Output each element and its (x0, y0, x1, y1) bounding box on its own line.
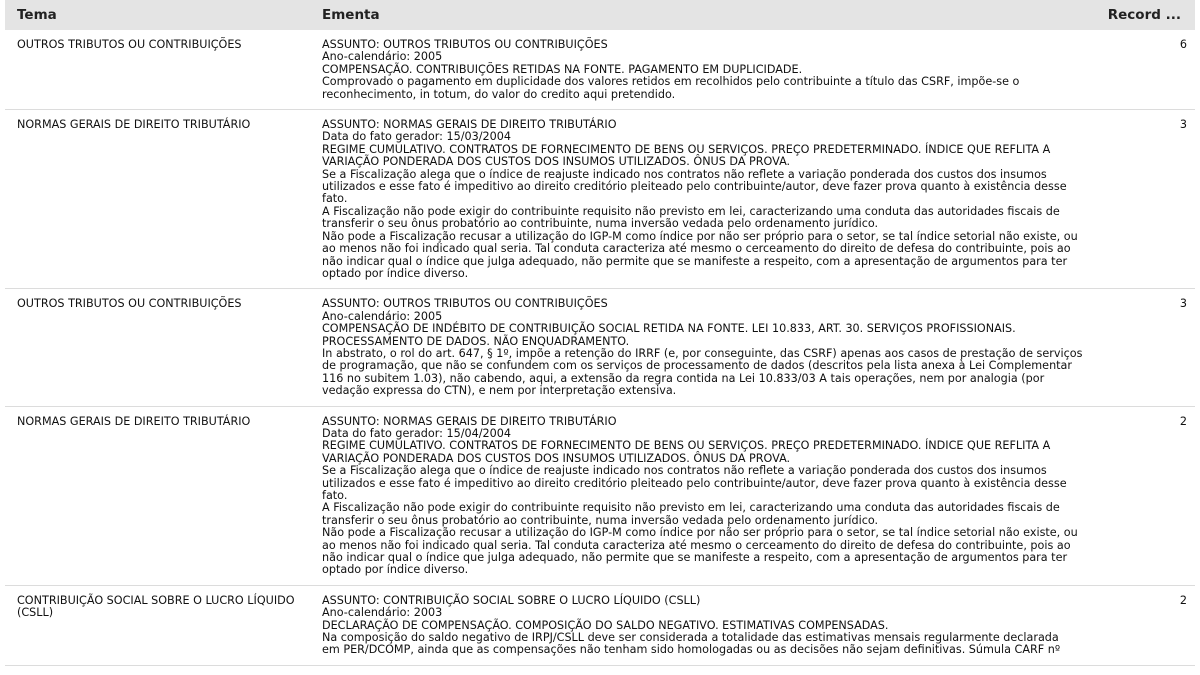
results-table (5, 0, 1195, 666)
cell-tema: NORMAS GERAIS DE DIREITO TRIBUTÁRIO (17, 118, 251, 132)
cell-tema: CONTRIBUIÇÃO SOCIAL SOBRE O LUCRO LÍQUIDO (CSLL) (17, 593, 295, 620)
ementa-line: VARIAÇÃO PONDERADA DOS CUSTOS DOS INSUMOS UTILIZADOS. ÔNUS DA PROVA. (322, 451, 791, 465)
table-row[interactable] (5, 110, 1195, 289)
column-header-record-count[interactable]: Record ... (1107, 7, 1181, 23)
cell-ementa (322, 595, 1094, 657)
ementa-line: COMPENSAÇÃO DE INDÉBITO DE CONTRIBUIÇÃO SOCIAL RETIDA NA FONTE. LEI 10.833, ART. 30. SERVIÇOS PROFISSIONAIS. (322, 322, 1016, 336)
table-body (5, 30, 1195, 666)
cell-ementa (322, 298, 1094, 397)
table-row[interactable] (5, 407, 1195, 586)
cell-tema: OUTROS TRIBUTOS OU CONTRIBUIÇÕES (17, 297, 242, 311)
cell-record-count: 3 (1179, 297, 1187, 311)
cell-ementa (322, 39, 1094, 101)
ementa-line: reconhecimento, in totum, do valor do credito aqui pretendido. (322, 87, 676, 101)
cell-record-count: 2 (1179, 414, 1187, 428)
cell-tema: OUTROS TRIBUTOS OU CONTRIBUIÇÕES (17, 38, 242, 51)
ementa-line: VARIAÇÃO PONDERADA DOS CUSTOS DOS INSUMOS UTILIZADOS. ÔNUS DA PROVA. (322, 155, 791, 169)
ementa-line: ASSUNTO: NORMAS GERAIS DE DIREITO TRIBUTÁRIO (322, 414, 617, 428)
ementa-line: ASSUNTO: NORMAS GERAIS DE DIREITO TRIBUTÁRIO (322, 118, 617, 132)
ementa-line: fato. (322, 192, 348, 206)
ementa-line: COMPENSAÇÃO. CONTRIBUIÇÕES RETIDAS NA FONTE. PAGAMENTO EM DUPLICIDADE. (322, 62, 803, 76)
ementa-line: DECLARAÇÃO DE COMPENSAÇÃO. COMPOSIÇÃO DO SALDO NEGATIVO. ESTIMATIVAS COMPENSADAS. (322, 618, 889, 632)
ementa-line: Se a Fiscalização alega que o índice de reajuste indicado nos contratos não reflete a variação ponderada dos custos dos insumos (322, 464, 1047, 478)
cell-ementa (322, 416, 1094, 577)
ementa-line: Comprovado o pagamento em duplicidade dos valores retidos em recolhidos pelo contribuinte a título das CSRF, impõe-se o (322, 75, 1020, 89)
ementa-line: utilizados e esse fato é impeditivo ao direito creditório pleiteado pelo contribuinte/autor, deve fazer prova quanto à existência desse (322, 180, 1067, 194)
cell-tema: NORMAS GERAIS DE DIREITO TRIBUTÁRIO (17, 414, 251, 428)
table-row[interactable] (5, 30, 1195, 110)
ementa-line: utilizados e esse fato é impeditivo ao direito creditório pleiteado pelo contribuinte/autor, deve fazer prova quanto à existência desse (322, 476, 1067, 490)
ementa-line: Data do fato gerador: 15/04/2004 (322, 426, 511, 440)
ementa-line: optado por índice diverso. (322, 266, 469, 280)
ementa-line: ASSUNTO: OUTROS TRIBUTOS OU CONTRIBUIÇÕES (322, 297, 608, 311)
ementa-line: Não pode a Fiscalização recusar a utilização do IGP-M como índice por não ser próprio para o setor, se tal índice setorial não existe, ou (322, 526, 1078, 540)
ementa-line: REGIME CUMULATIVO. CONTRATOS DE FORNECIMENTO DE BENS OU SERVIÇOS. PREÇO PREDETERMINADO. ÍNDICE QUE REFLITA A (322, 439, 1051, 453)
ementa-line: Não pode a Fiscalização recusar a utilização do IGP-M como índice por não ser próprio para o setor, se tal índice setorial não existe, ou (322, 229, 1078, 243)
cell-record-count: 6 (1179, 38, 1187, 51)
ementa-line: de programação, que não se confundem com os serviços de processamento de dados (descritos pela lista anexa à Lei Complementar (322, 359, 1072, 373)
ementa-line: 116 no subitem 1.03), não cabendo, aqui, a extensão da regra contida na Lei 10.833/03 A tais operações, nem por analogia (por (322, 371, 1045, 385)
ementa-line: não indicar qual o índice que julga adequado, não permite que se manifeste a respeito, com a apresentação de argumentos para ter (322, 254, 1068, 268)
ementa-line: PROCESSAMENTO DE DADOS. NÃO ENQUADRAMENTO. (322, 334, 630, 348)
cell-record-count: 3 (1179, 118, 1187, 132)
ementa-line: optado por índice diverso. (322, 563, 469, 577)
ementa-line: In abstrato, o rol do art. 647, § 1º, impõe a retenção do IRRF (e, por conseguinte, das CSRF) apenas aos casos de prestação de serviços (322, 346, 1083, 360)
ementa-line: Na composição do saldo negativo de IRPJ/CSLL deve ser considerada a totalidade das estimativas mensais regularmente declarada (322, 631, 1059, 645)
ementa-line: Ano-calendário: 2005 (322, 309, 443, 323)
ementa-line: Data do fato gerador: 15/03/2004 (322, 130, 511, 144)
ementa-line: vedação expressa do CTN), e nem por interpretação extensiva. (322, 384, 677, 398)
ementa-line: Ano-calendário: 2005 (322, 50, 443, 64)
ementa-line: Ano-calendário: 2003 (322, 606, 443, 620)
ementa-line: fato. (322, 489, 348, 502)
ementa-line: transferir o seu ônus probatório ao contribuinte, numa inversão vedada pelo ordenamento jurídico. (322, 217, 879, 231)
ementa-line: em PER/DCOMP, ainda que as compensações não tenham sido homologadas ou as decisões não sejam definitivas. Súmula CARF nº (322, 643, 1061, 657)
ementa-line: A Fiscalização não pode exigir do contribuinte requisito não previsto em lei, caracterizando uma conduta das autoridades fiscais de (322, 204, 1060, 218)
column-header-tema[interactable]: Tema (17, 7, 57, 23)
cell-record-count: 2 (1179, 593, 1187, 607)
table-header (5, 0, 1195, 30)
ementa-line: ASSUNTO: CONTRIBUIÇÃO SOCIAL SOBRE O LUCRO LÍQUIDO (CSLL) (322, 593, 701, 607)
ementa-line: ao menos não foi indicado qual seria. Tal conduta caracteriza até mesmo o cerceamento do direito de defesa do contribuinte, pois ao (322, 242, 1071, 256)
column-header-ementa[interactable]: Ementa (322, 7, 380, 23)
ementa-line: A Fiscalização não pode exigir do contribuinte requisito não previsto em lei, caracterizando uma conduta das autoridades fiscais de (322, 501, 1060, 515)
ementa-line: REGIME CUMULATIVO. CONTRATOS DE FORNECIMENTO DE BENS OU SERVIÇOS. PREÇO PREDETERMINADO. ÍNDICE QUE REFLITA A (322, 142, 1051, 156)
ementa-line: ASSUNTO: OUTROS TRIBUTOS OU CONTRIBUIÇÕES (322, 38, 608, 51)
cell-ementa (322, 119, 1094, 280)
ementa-line: não indicar qual o índice que julga adequado, não permite que se manifeste a respeito, com a apresentação de argumentos para ter (322, 551, 1068, 565)
ementa-line: Se a Fiscalização alega que o índice de reajuste indicado nos contratos não reflete a variação ponderada dos custos dos insumos (322, 167, 1047, 181)
table-row[interactable] (5, 586, 1195, 666)
ementa-line: transferir o seu ônus probatório ao contribuinte, numa inversão vedada pelo ordenamento jurídico. (322, 513, 879, 527)
ementa-line: ao menos não foi indicado qual seria. Tal conduta caracteriza até mesmo o cerceamento do direito de defesa do contribuinte, pois ao (322, 538, 1071, 552)
table-row[interactable] (5, 289, 1195, 406)
